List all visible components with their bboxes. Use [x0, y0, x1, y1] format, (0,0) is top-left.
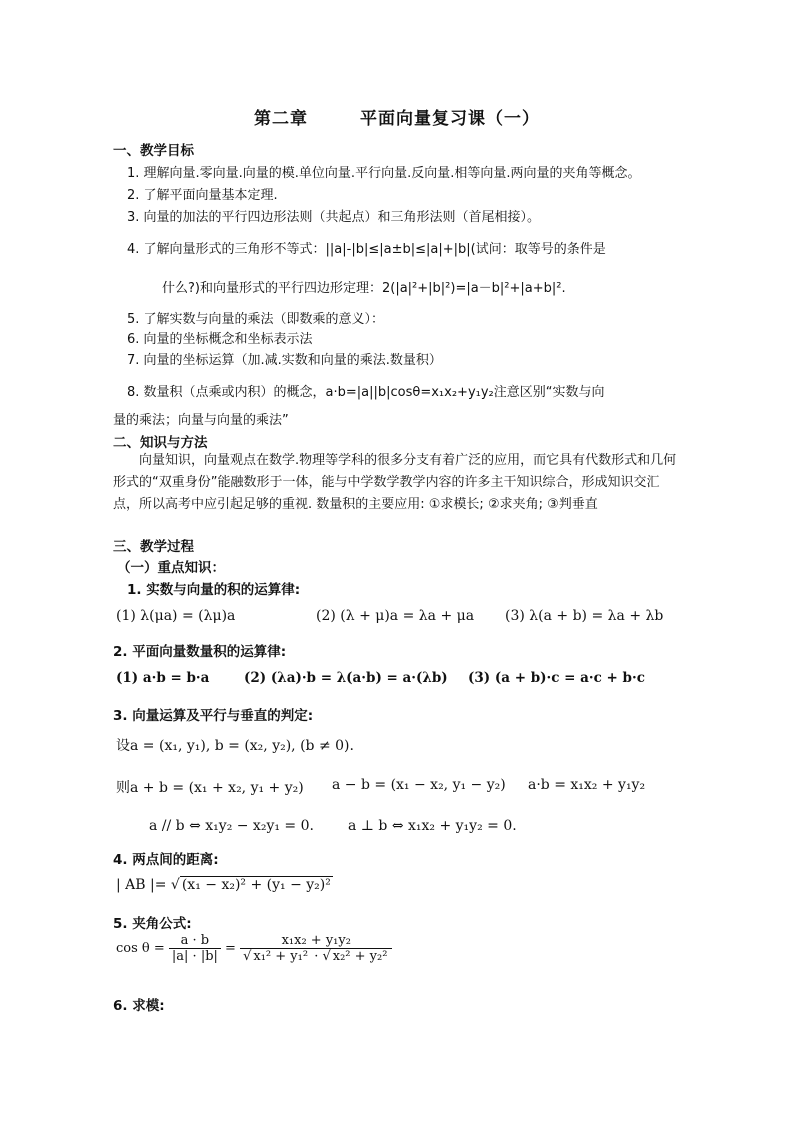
rule-heading: 2. 平面向量数量积的运算律:	[113, 644, 287, 660]
formula-lhs: | AB |=	[116, 877, 171, 893]
fraction: $\frac{a \cdot b}{|a| \cdot |b|}$	[169, 933, 221, 964]
formula-perpendicular: a ⊥ b ⇔ x₁x₂ + y₁y₂ = 0.	[348, 818, 517, 834]
list-item: 2. 了解平面向量基本定理.	[127, 188, 278, 203]
formula: (3) (a + b)·c = a·c + b·c	[468, 670, 645, 686]
list-item: 7. 向量的坐标运算（加.减.实数和向量的乘法.数量积）	[127, 353, 442, 368]
distance-formula: | AB |= √ (x₁ − x₂)² + (y₁ − y₂)²	[116, 877, 331, 893]
formula-parallel: a // b ⇔ x₁y₂ − x₂y₁ = 0.	[149, 818, 314, 834]
rule-heading: 3. 向量运算及平行与垂直的判定:	[113, 708, 314, 724]
formula-lhs: cos θ =	[116, 941, 169, 956]
list-item: 6. 向量的坐标概念和坐标表示法	[127, 332, 313, 347]
formula: (3) λ(a + b) = λa + λb	[505, 608, 664, 624]
formula: a − b = (x₁ − x₂, y₁ − y₂)	[332, 777, 506, 793]
rule-heading: 5. 夹角公式:	[113, 916, 192, 932]
formula: (2) (λ + μ)a = λa + μa	[316, 608, 475, 624]
formula: (2) (λa)·b = λ(a·b) = a·(λb)	[244, 670, 448, 686]
chapter-name: 平面向量复习课（一）	[360, 109, 540, 129]
rule-heading: 4. 两点间的距离:	[113, 852, 219, 868]
list-item-continued: 什么?)和向量形式的平行四边形定理：2(|a|²+|b|²)=|a－b|²+|a+b|².	[162, 281, 566, 296]
chapter-label: 第二章	[254, 109, 308, 129]
list-item: 8. 数量积（点乘或内积）的概念，a·b=|a||b|cosθ=x₁x₂+y₁y₂注意区别“实数与向	[127, 385, 605, 400]
rule-heading: 6. 求模:	[113, 998, 165, 1014]
section-heading-process: 三、教学过程	[113, 539, 194, 555]
list-item: 1. 理解向量.零向量.向量的模.单位向量.平行向量.反向量.相等向量.两向量的夹角等概念。	[127, 166, 641, 181]
formula-radicand: (x₁ − x₂)² + (y₁ − y₂)²	[181, 877, 331, 893]
section-heading-knowledge: 二、知识与方法	[113, 435, 208, 451]
list-item: 4. 了解向量形式的三角形不等式：||a|-|b|≤|a±b|≤|a|+|b|(试问：取等号的条件是	[127, 242, 606, 257]
formula: a·b = x₁x₂ + y₁y₂	[528, 777, 646, 793]
section-heading-objectives: 一、教学目标	[113, 143, 194, 159]
fraction: $\frac{\text{x₁x₂ + y₁y₂}}{\text{√ x₁² + y₁² · √ x₂² + y₂²}}$	[240, 933, 392, 964]
knowledge-paragraph: 向量知识，向量观点在数学.物理等学科的很多分支有着广泛的应用，而它具有代数形式和几何形式的“双重身份”能融数形于一体，能与中学数学教学内容的许多主干知识综合，形成知识交汇点，所以高考中应引起足够的重视. 数量积的主要应用: ①求模长; ②求夹角; ③判垂直	[113, 453, 677, 512]
list-item: 5. 了解实数与向量的乘法（即数乘的意义）：	[127, 312, 385, 327]
formula: (1) a·b = b·a	[116, 670, 210, 686]
page-title	[0, 104, 794, 129]
angle-formula: cos θ = $\frac{a \cdot b}{|a| \cdot |b|}$ = $\frac{\text{x₁x₂ + y₁y₂}}{\text{√ x₁² + y₁² · √ x₂² + y₂²}}$	[116, 933, 392, 964]
subheading-key-knowledge: （一）重点知识：	[117, 560, 225, 576]
list-item: 3. 向量的加法的平行四边形法则（共起点）和三角形法则（首尾相接）。	[127, 210, 541, 225]
formula: 则a + b = (x₁ + x₂, y₁ + y₂)	[116, 780, 304, 796]
formula: (1) λ(μa) = (λμ)a	[116, 608, 236, 624]
formula: 设a = (x₁, y₁), b = (x₂, y₂), (b ≠ 0).	[116, 738, 354, 754]
list-item-continued: 量的乘法；向量与向量的乘法”	[113, 413, 289, 428]
rule-heading: 1. 实数与向量的积的运算律:	[127, 582, 301, 598]
